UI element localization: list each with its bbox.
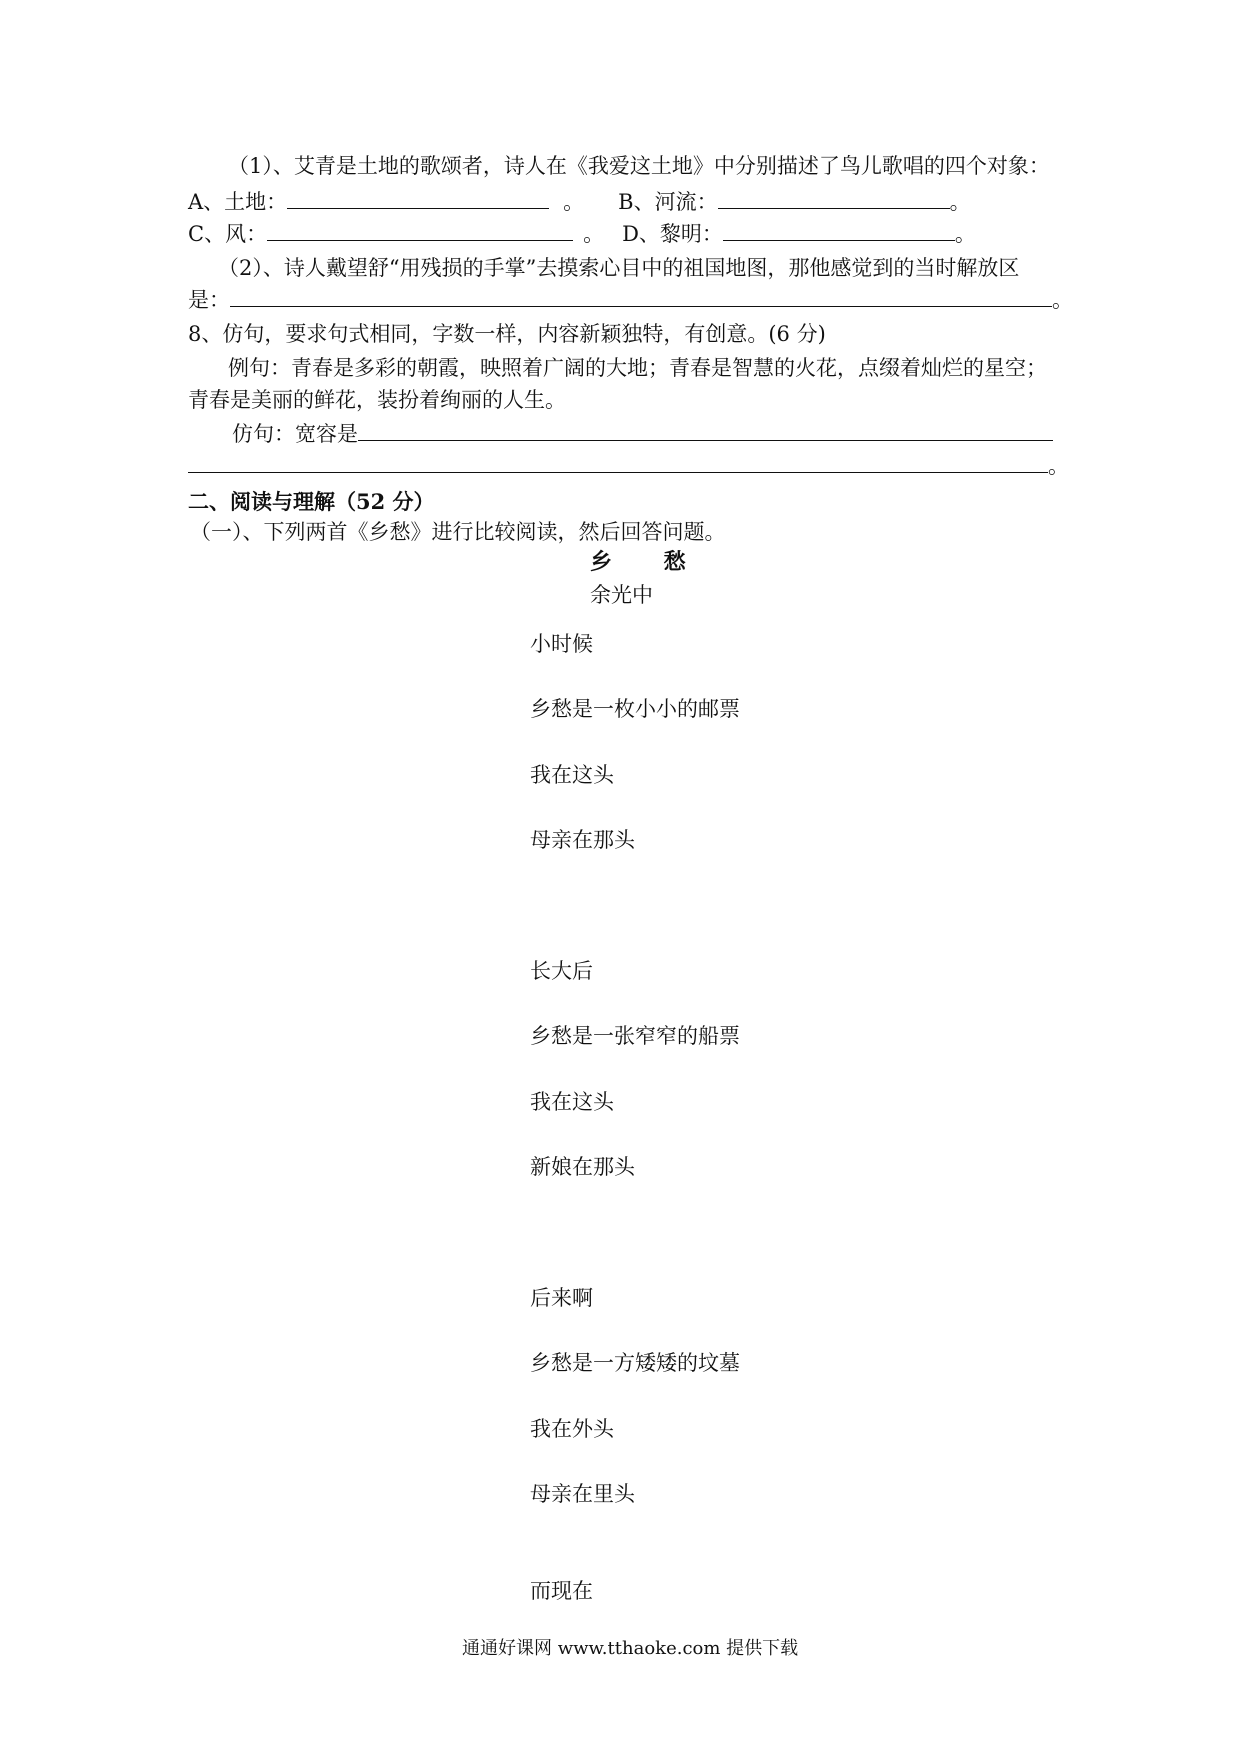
poem-line: 母亲在里头 — [530, 1482, 635, 1506]
answer-blank-imitation-1[interactable] — [358, 420, 1053, 441]
poem-line: 我在外头 — [530, 1417, 614, 1441]
q7-1-intro: （1）、艾青是土地的歌颂者，诗人在《我爱这土地》中分别描述了鸟儿歌唱的四个对象： — [228, 154, 1050, 178]
q8-example-line2: 青春是美丽的鲜花，装扮着绚丽的人生。 — [188, 388, 566, 412]
poem-line: 乡愁是一方矮矮的坟墓 — [530, 1351, 740, 1375]
poem-line: 母亲在那头 — [530, 828, 635, 852]
answer-blank-land[interactable] — [287, 188, 549, 209]
poem-line: 新娘在那头 — [530, 1155, 635, 1179]
section-heading: 二、阅读与理解（52 分） — [188, 489, 435, 514]
poem-line: 小时候 — [530, 632, 593, 656]
answer-blank-dawn[interactable] — [723, 220, 955, 241]
poem-author: 余光中 — [590, 583, 653, 607]
poem-line: 乡愁是一张窄窄的船票 — [530, 1024, 740, 1048]
q8-title: 8、仿句，要求句式相同，字数一样，内容新颖独特，有创意。(6 分) — [188, 322, 826, 346]
answer-blank-liberated-area[interactable] — [230, 286, 1052, 307]
poem-line: 长大后 — [530, 959, 593, 983]
part1-intro: （一）、下列两首《乡愁》进行比较阅读，然后回答问题。 — [190, 520, 726, 544]
poem-title: 乡 愁 — [590, 549, 708, 575]
q8-answer-line2: 。 — [188, 451, 1069, 481]
q7-1-line-ab: A、土地： 。 B、河流： 。 — [188, 190, 971, 214]
poem-line: 而现在 — [530, 1579, 593, 1603]
q7-2-line1: （2）、诗人戴望舒“用残损的手掌”去摸索心目中的祖国地图，那他感觉到的当时解放区 — [218, 256, 1020, 280]
answer-blank-wind[interactable] — [267, 220, 573, 241]
poem-line: 乡愁是一枚小小的邮票 — [530, 697, 740, 721]
poem-line: 后来啊 — [530, 1286, 593, 1310]
q7-2-line2: 是： 。 — [188, 288, 1073, 312]
poem-line: 我在这头 — [530, 763, 614, 787]
answer-blank-imitation-2[interactable] — [188, 452, 1048, 473]
q8-prompt-line: 仿句：宽容是 — [232, 419, 1053, 449]
poem-line: 我在这头 — [530, 1090, 614, 1114]
q8-example-line1: 例句：青春是多彩的朝霞，映照着广阔的大地；青春是智慧的火花，点缀着灿烂的星空； — [228, 356, 1047, 380]
q7-1-line-cd: C、风： 。 D、黎明： 。 — [188, 222, 976, 246]
page-footer: 通通好课网 www.tthaoke.com 提供下载 — [462, 1638, 799, 1659]
answer-blank-river[interactable] — [718, 188, 950, 209]
